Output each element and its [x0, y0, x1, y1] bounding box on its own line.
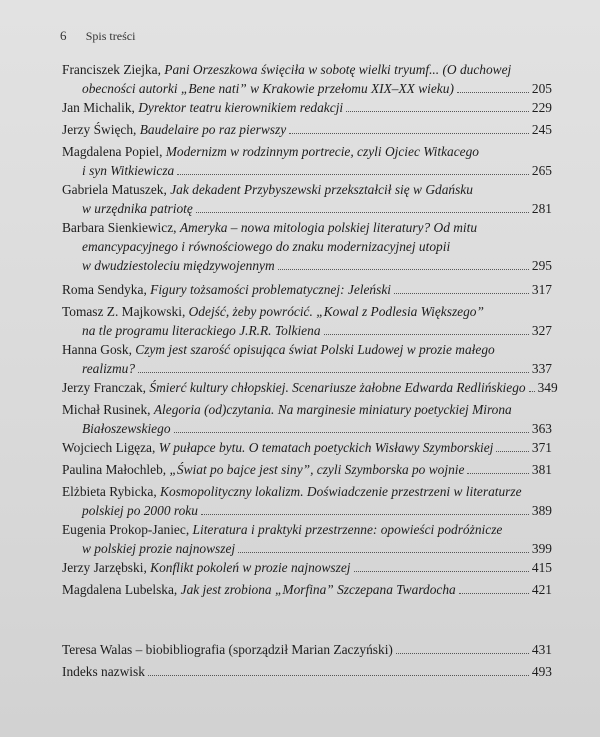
- toc-entry-line: [62, 400, 552, 419]
- dot-leader: [354, 571, 529, 572]
- toc-entry: [62, 378, 558, 397]
- entry-title-continuation: w urzędnika patriotę: [82, 201, 193, 216]
- back-matter-line: [62, 640, 552, 659]
- entry-title: Kosmopolityczny lokalizm. Doświadczenie przestrzeni w literaturze: [160, 484, 522, 499]
- toc-entry-line: [62, 460, 552, 479]
- toc-entry: [62, 302, 552, 340]
- toc-entry-continuation: [62, 256, 552, 275]
- entry-title: W pułapce bytu. O tematach poetyckich Wisławy Szymborskiej: [158, 440, 494, 455]
- back-matter-title: Teresa Walas – biobibliografia (sporządził Marian Zaczyński): [62, 642, 393, 657]
- dot-leader: [459, 593, 529, 594]
- dot-leader: [196, 212, 529, 213]
- toc-entry: [62, 218, 552, 275]
- toc-entry-continuation: [62, 79, 552, 98]
- entry-title: Dyrektor teatru kierownikiem redakcji: [138, 100, 344, 115]
- entry-page-number: 281: [531, 201, 552, 216]
- entry-title: Literatura i praktyki przestrzenne: opowieści podróżnicze: [192, 522, 503, 537]
- dot-leader: [238, 552, 529, 553]
- author-separator: ,: [162, 462, 170, 477]
- toc-entry: [62, 280, 552, 299]
- toc-entry-continuation: [62, 539, 552, 558]
- dot-leader: [174, 432, 529, 433]
- entry-title-continuation: Białoszewskiego: [82, 421, 171, 436]
- toc-entry-line: [62, 438, 552, 457]
- entry-page-number: 363: [531, 421, 552, 436]
- author-separator: ,: [143, 560, 151, 575]
- entry-title: Śmierć kultury chłopskiej. Scenariusze żałobne Edwarda Redlińskiego: [149, 380, 526, 395]
- dot-leader: [496, 451, 529, 452]
- toc-entry: [62, 120, 552, 139]
- entry-page-number: 205: [531, 81, 552, 96]
- author-separator: ,: [131, 100, 139, 115]
- entry-author: Jan Michalik: [62, 100, 132, 115]
- toc-entry-line: [62, 378, 558, 397]
- toc-entry-continuation: [62, 321, 552, 340]
- entry-author: Jerzy Franczak: [62, 380, 143, 395]
- entry-title: Ameryka – nowa mitologia polskiej literatury? Od mitu: [179, 220, 478, 235]
- toc-entry-line: [62, 580, 552, 599]
- toc-entry: [62, 558, 552, 577]
- dot-leader: [324, 334, 529, 335]
- toc-entry: [62, 142, 552, 180]
- toc-entry-line: [62, 340, 552, 359]
- toc-entry-continuation: [62, 199, 552, 218]
- author-separator: ,: [173, 582, 181, 597]
- entry-author: Elżbieta Rybicka: [62, 484, 154, 499]
- toc-entry: [62, 520, 552, 558]
- entry-page-number: 415: [531, 560, 552, 575]
- entry-title: Odejść, żeby powrócić. „Kowal z Podlesia Większego”: [188, 304, 484, 319]
- entry-author: Barbara Sienkiewicz: [62, 220, 174, 235]
- toc-entry-line: [62, 120, 552, 139]
- dot-leader: [138, 372, 529, 373]
- toc-entry-line: [62, 218, 552, 237]
- toc-entry: [62, 580, 552, 599]
- entry-author: Jerzy Święch: [62, 122, 134, 137]
- dot-leader: [278, 269, 529, 270]
- entry-author: Wojciech Ligęza: [62, 440, 153, 455]
- toc-entry-continuation: [62, 419, 552, 438]
- entry-page-number: 229: [531, 100, 552, 115]
- toc-entry-line: [62, 98, 552, 117]
- back-matter-page-number: 431: [531, 642, 552, 657]
- back-matter-entry: [62, 640, 552, 659]
- entry-author: Magdalena Lubelska: [62, 582, 174, 597]
- entry-title: Figury tożsamości problematycznej: Jeleński: [150, 282, 392, 297]
- toc-entry-line: [62, 558, 552, 577]
- entry-page-number: 389: [531, 503, 552, 518]
- entry-title-continuation: w dwudziestoleciu międzywojennym: [82, 258, 275, 273]
- author-separator: ,: [159, 144, 166, 159]
- dot-leader: [289, 133, 529, 134]
- entry-page-number: 295: [531, 258, 552, 273]
- entry-title: Baudelaire po raz pierwszy: [139, 122, 287, 137]
- entry-page-number: 421: [531, 582, 552, 597]
- dot-leader: [529, 391, 535, 392]
- toc-entry-line: [62, 482, 552, 501]
- toc-entry-line: [62, 280, 552, 299]
- section-title: Spis treści: [85, 29, 136, 43]
- entry-page-number: 337: [531, 361, 552, 376]
- author-separator: ,: [152, 440, 159, 455]
- entry-title-continuation: obecności autorki „Bene nati” w Krakowie przełomu XIX–XX wieku): [82, 81, 454, 96]
- toc-entry-continuation: [62, 359, 552, 378]
- author-separator: ,: [181, 304, 189, 319]
- dot-leader: [394, 293, 529, 294]
- toc-entry-continuation: [62, 501, 552, 520]
- toc-entry-line: [62, 520, 552, 539]
- dot-leader: [148, 675, 529, 676]
- entry-title-continuation: i syn Witkiewicza: [82, 163, 175, 178]
- back-matter-page-number: 493: [531, 664, 552, 679]
- entry-author: Magdalena Popiel: [62, 144, 160, 159]
- toc-entry: [62, 400, 552, 438]
- back-matter-title: Indeks nazwisk: [62, 664, 145, 679]
- entry-author: Paulina Małochleb: [62, 462, 163, 477]
- toc-entry: [62, 460, 552, 479]
- running-head: [60, 28, 135, 44]
- author-separator: ,: [128, 342, 136, 357]
- toc-entry: [62, 482, 552, 520]
- entry-author: Gabriela Matuszek: [62, 182, 164, 197]
- entry-title: Jak dekadent Przybyszewski przekształcił się w Gdańsku: [170, 182, 473, 197]
- author-separator: ,: [133, 122, 140, 137]
- entry-author: Michał Rusinek: [62, 402, 148, 417]
- author-separator: ,: [185, 522, 193, 537]
- toc-entry-line: [62, 180, 552, 199]
- toc-entry-continuation: [62, 161, 552, 180]
- entry-author: Eugenia Prokop-Janiec: [62, 522, 186, 537]
- back-matter-line: [62, 662, 552, 681]
- entry-title: Pani Orzeszkowa święciła w sobotę wielki tryumf... (O duchowej: [164, 62, 512, 77]
- toc-entry-continuation: [62, 237, 552, 256]
- entry-author: Tomasz Z. Majkowski: [62, 304, 182, 319]
- back-matter-entry: [62, 662, 552, 681]
- entry-author: Franciszek Ziejka: [62, 62, 158, 77]
- entry-author: Hanna Gosk: [62, 342, 129, 357]
- entry-page-number: 327: [531, 323, 552, 338]
- entry-page-number: 381: [531, 462, 552, 477]
- toc-entry: [62, 60, 552, 98]
- author-separator: ,: [157, 62, 165, 77]
- dot-leader: [457, 92, 529, 93]
- entry-title: „Świat po bajce jest siny”, czyli Szymborska po wojnie: [169, 462, 465, 477]
- entry-title: Jak jest zrobiona „Morfina” Szczepana Twardocha: [180, 582, 456, 597]
- author-separator: ,: [143, 282, 151, 297]
- entry-title: Alegoria (od)czytania. Na marginesie miniatury poetyckiej Mirona: [153, 402, 512, 417]
- entry-title-continuation: realizmu?: [82, 361, 136, 376]
- dot-leader: [467, 473, 528, 474]
- author-separator: ,: [173, 220, 180, 235]
- author-separator: ,: [147, 402, 154, 417]
- entry-page-number: 371: [531, 440, 552, 455]
- toc-entry-line: [62, 302, 552, 321]
- entry-title: Modernizm w rodzinnym portrecie, czyli Ojciec Witkacego: [165, 144, 480, 159]
- toc-entry: [62, 340, 552, 378]
- entry-page-number: 349: [537, 380, 558, 395]
- dot-leader: [201, 514, 529, 515]
- dot-leader: [396, 653, 529, 654]
- author-separator: ,: [142, 380, 150, 395]
- toc-entry: [62, 438, 552, 457]
- entry-title: Konflikt pokoleń w prozie najnowszej: [150, 560, 351, 575]
- entry-page-number: 317: [531, 282, 552, 297]
- entry-page-number: 245: [531, 122, 552, 137]
- entry-title: Czym jest szarość opisująca świat Polski Ludowej w prozie małego: [135, 342, 495, 357]
- entry-author: Jerzy Jarzębski: [62, 560, 144, 575]
- entry-page-number: 399: [531, 541, 552, 556]
- dot-leader: [346, 111, 529, 112]
- page-number: 6: [60, 28, 67, 43]
- toc-entry: [62, 180, 552, 218]
- entry-title-continuation: polskiej po 2000 roku: [82, 503, 198, 518]
- dot-leader: [177, 174, 529, 175]
- entry-title-continuation: na tle programu literackiego J.R.R. Tolkiena: [82, 323, 321, 338]
- entry-page-number: 265: [531, 163, 552, 178]
- entry-title-continuation: emancypacyjnego i równościowego do znaku modernizacyjnej utopii: [82, 239, 451, 254]
- toc-entry-line: [62, 60, 552, 79]
- author-separator: ,: [153, 484, 161, 499]
- author-separator: ,: [163, 182, 171, 197]
- toc-entry-line: [62, 142, 552, 161]
- entry-title-continuation: w polskiej prozie najnowszej: [82, 541, 236, 556]
- toc-entry: [62, 98, 552, 117]
- entry-author: Roma Sendyka: [62, 282, 144, 297]
